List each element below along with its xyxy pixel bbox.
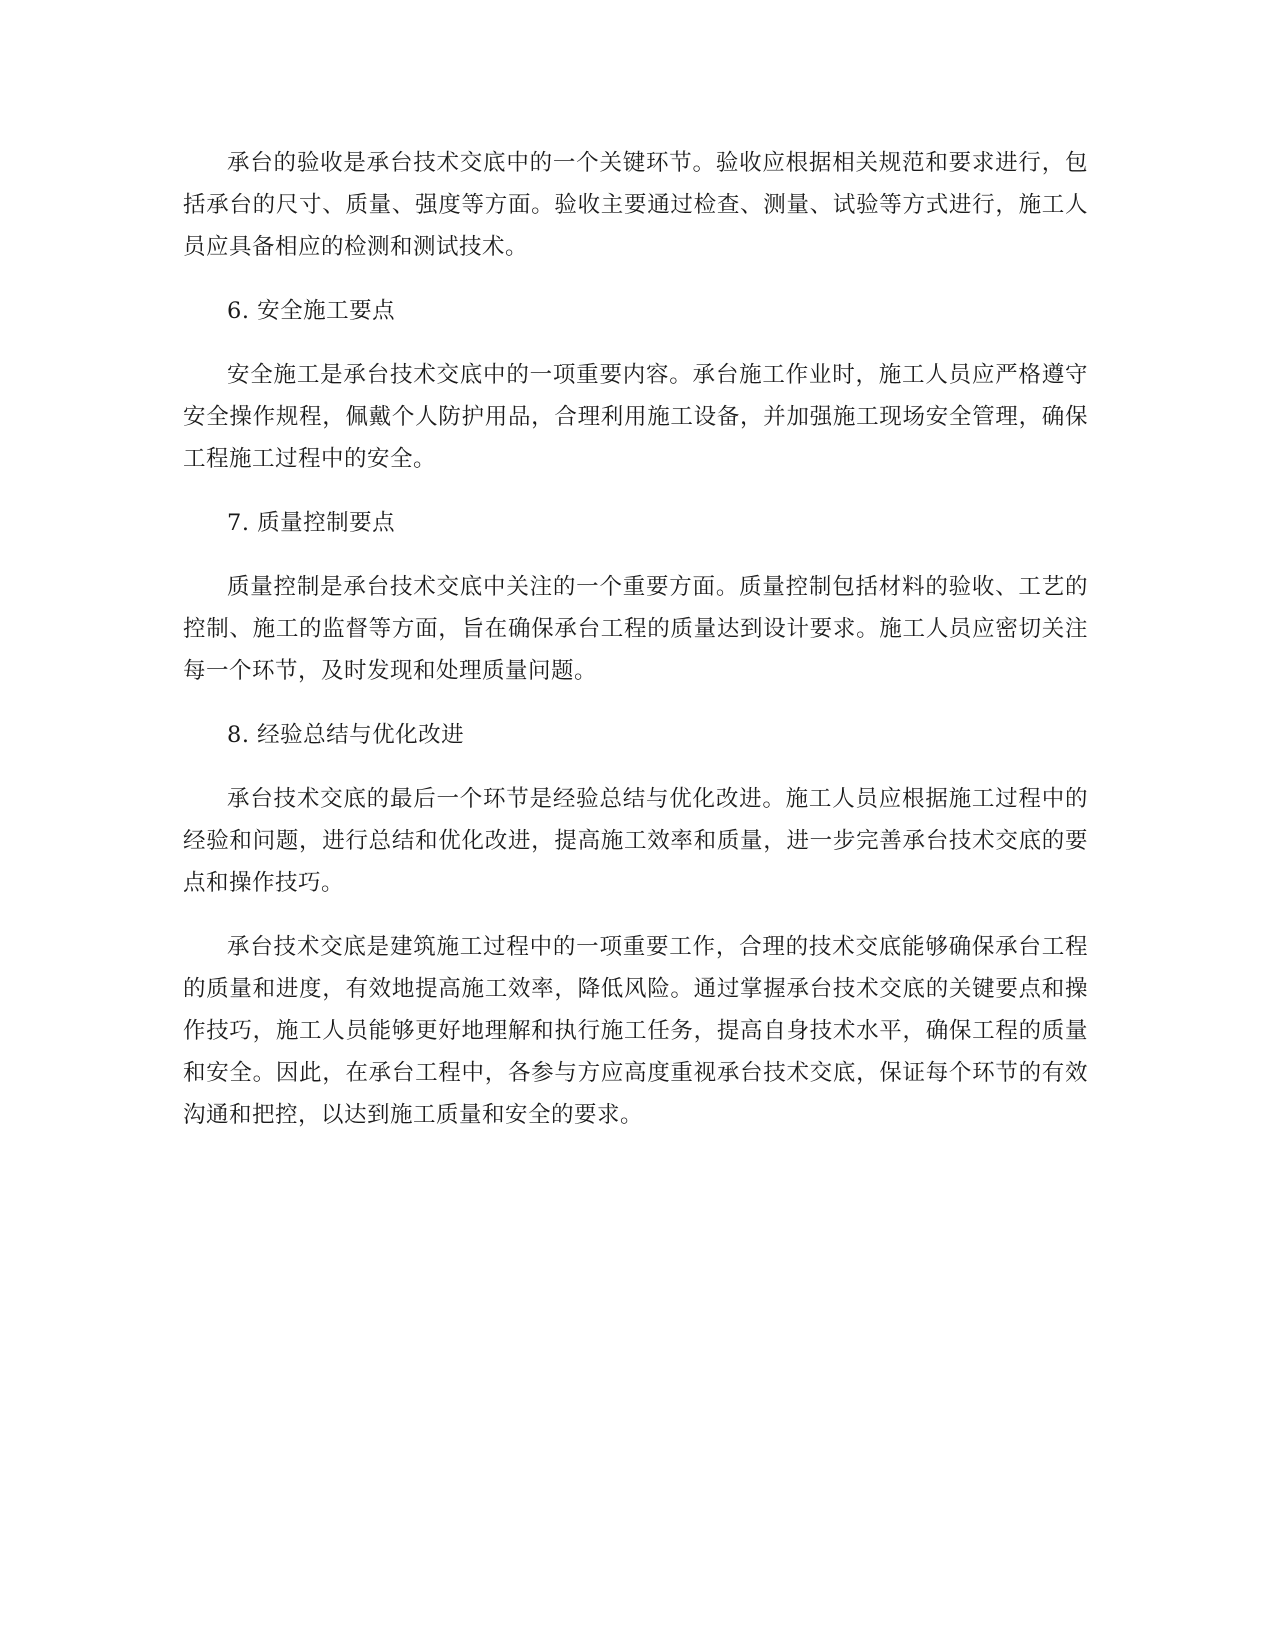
section-heading-7: 7. 质量控制要点 [227, 510, 396, 536]
paragraph-acceptance: 承台的验收是承台技术交底中的一个关键环节。验收应根据相关规范和要求进行，包括承台的尺寸、质量、强度等方面。验收主要通过检查、测量、试验等方式进行，施工人员应具备相应的检测和测试技术。 [183, 150, 1088, 260]
section-heading-6: 6. 安全施工要点 [227, 298, 396, 324]
paragraph-experience: 承台技术交底的最后一个环节是经验总结与优化改进。施工人员应根据施工过程中的经验和问题，进行总结和优化改进，提高施工效率和质量，进一步完善承台技术交底的要点和操作技巧。 [183, 786, 1088, 896]
paragraph-conclusion: 承台技术交底是建筑施工过程中的一项重要工作，合理的技术交底能够确保承台工程的质量和进度，有效地提高施工效率，降低风险。通过掌握承台技术交底的关键要点和操作技巧，施工人员能够更好地理解和执行施工任务，提高自身技术水平，确保工程的质量和安全。因此，在承台工程中，各参与方应高度重视承台技术交底，保证每个环节的有效沟通和把控，以达到施工质量和安全的要求。 [183, 934, 1088, 1128]
paragraph-safety: 安全施工是承台技术交底中的一项重要内容。承台施工作业时，施工人员应严格遵守安全操作规程，佩戴个人防护用品，合理利用施工设备，并加强施工现场安全管理，确保工程施工过程中的安全。 [183, 362, 1088, 472]
section-heading-8: 8. 经验总结与优化改进 [227, 722, 465, 748]
document-body [183, 142, 1088, 1158]
paragraph-quality: 质量控制是承台技术交底中关注的一个重要方面。质量控制包括材料的验收、工艺的控制、施工的监督等方面，旨在确保承台工程的质量达到设计要求。施工人员应密切关注每一个环节，及时发现和处理质量问题。 [183, 574, 1088, 684]
